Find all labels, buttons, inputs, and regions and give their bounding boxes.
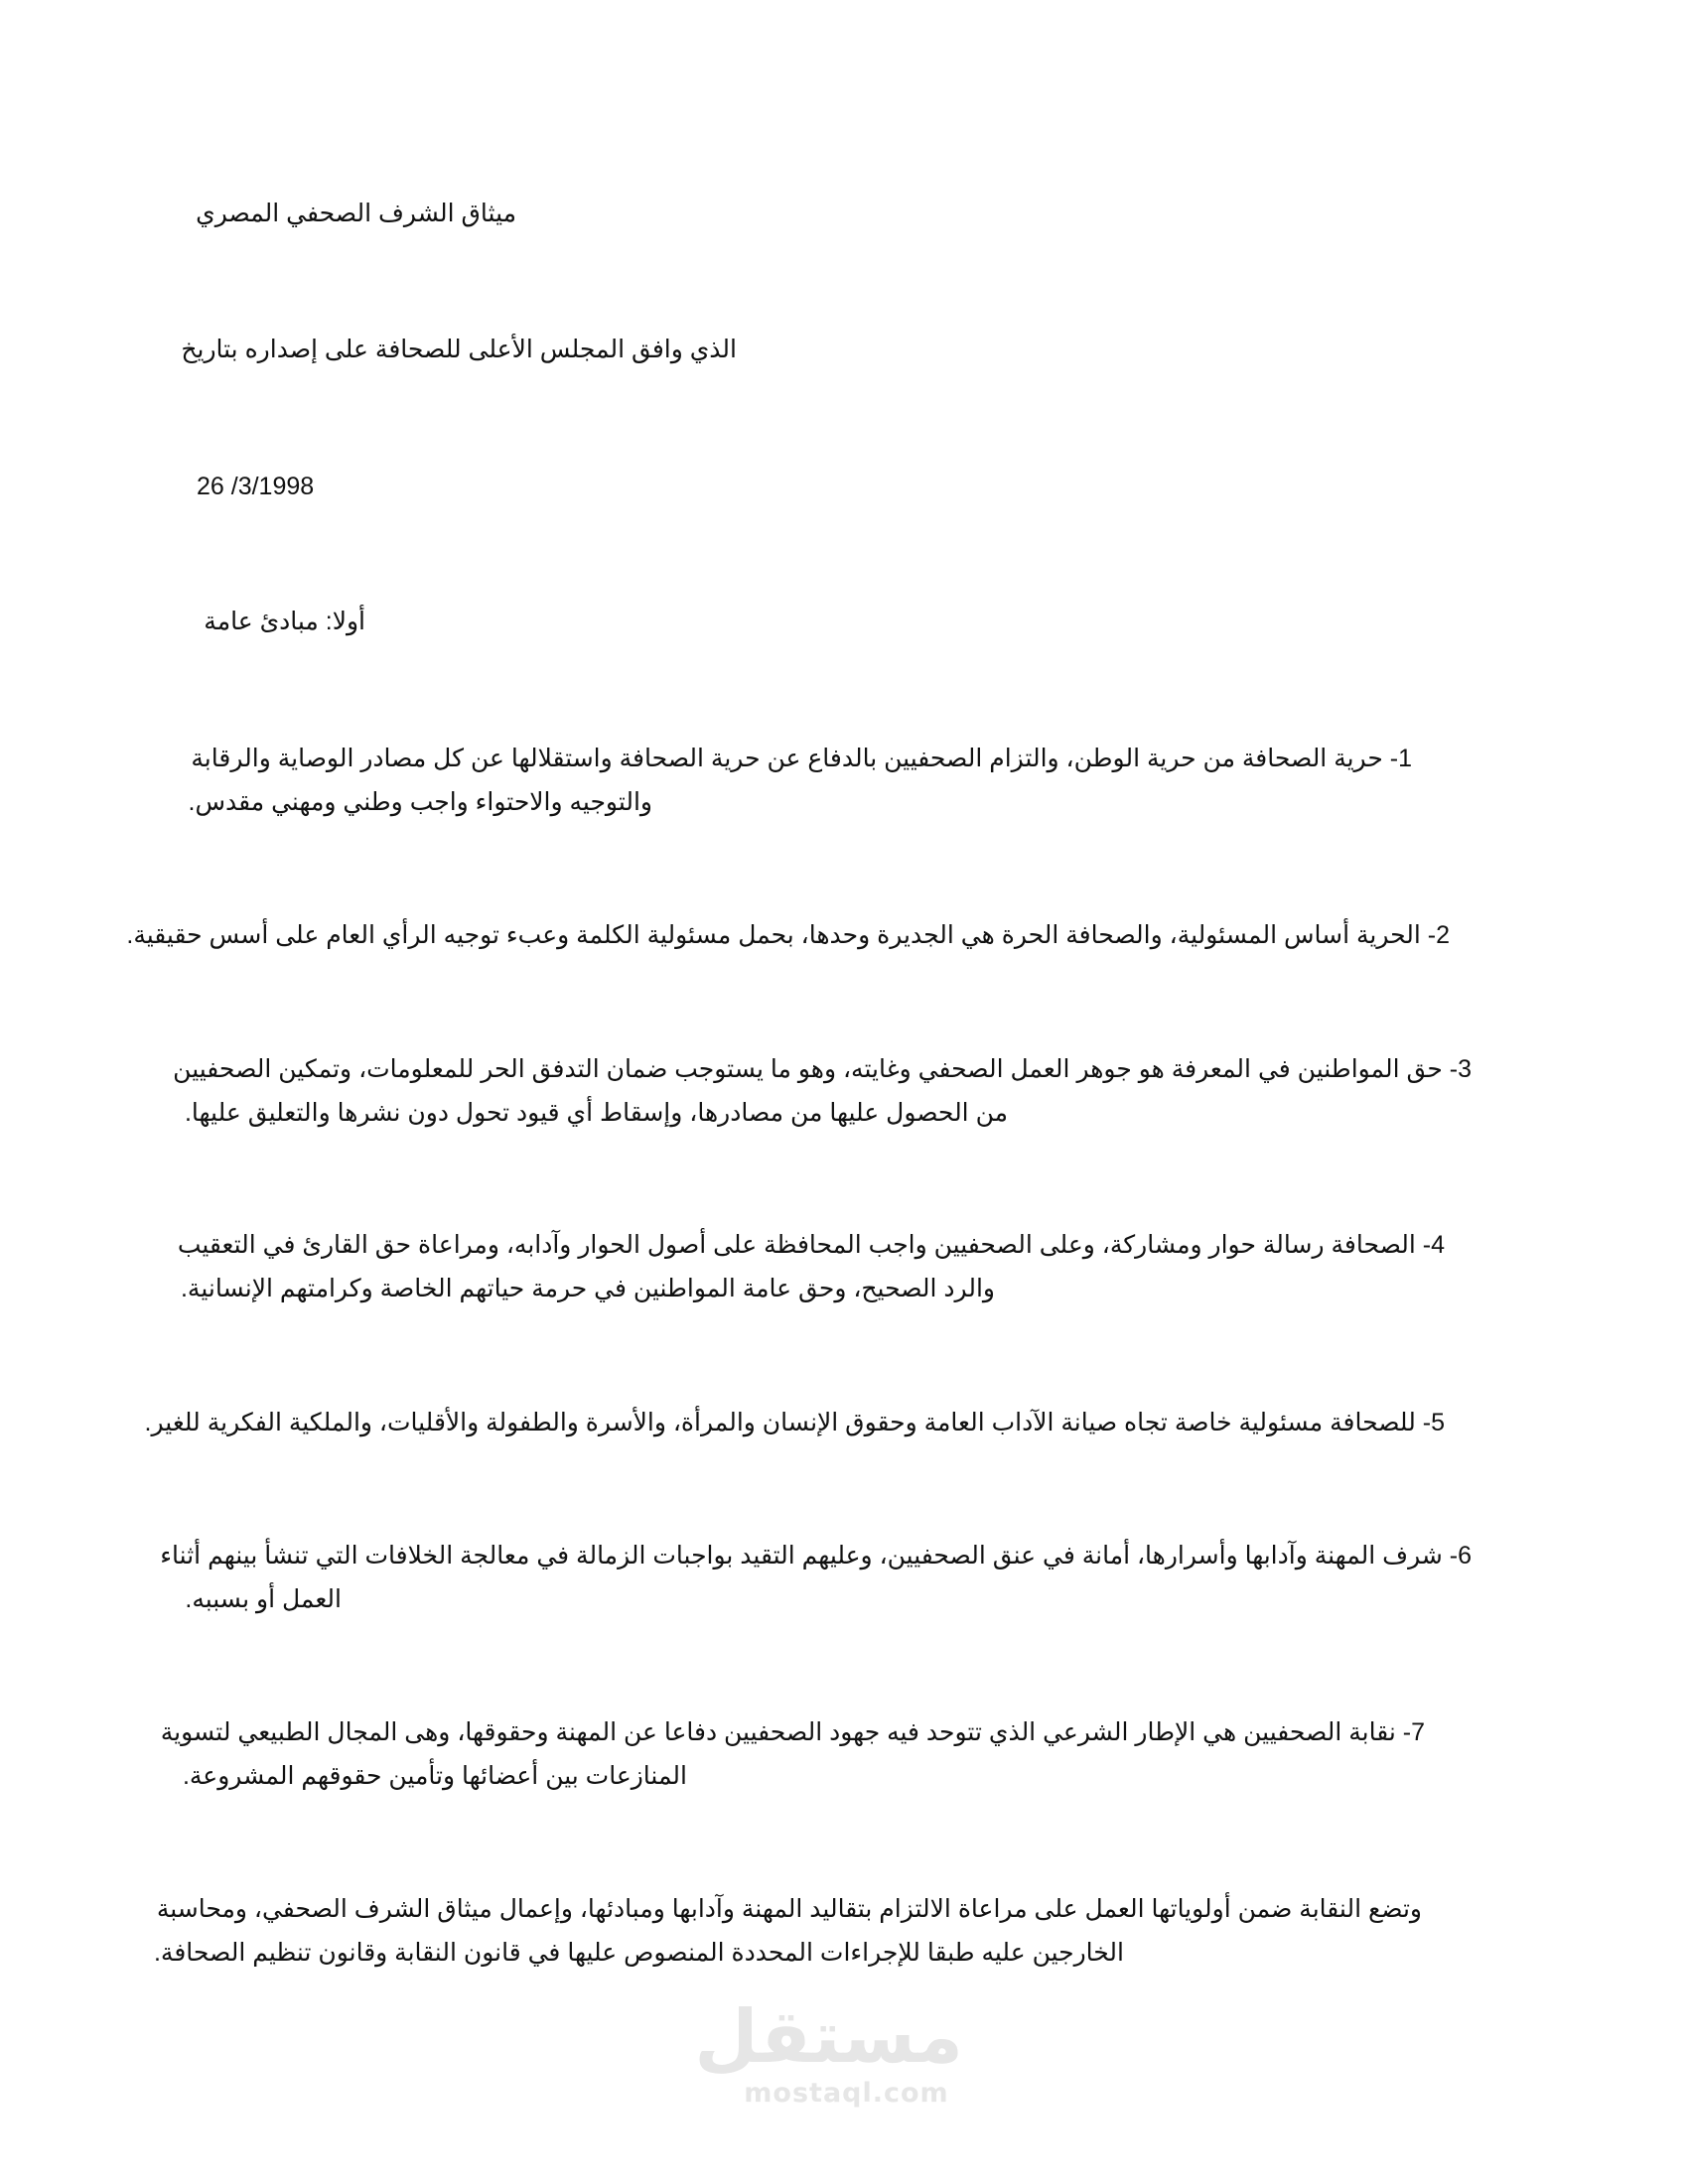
mostaql-watermark: [694, 1994, 963, 2115]
paragraph-line: والرد الصحيح، وحق عامة المواطنين في حرمة حياتهم الخاصة وكرامتهم الإنسانية.: [180, 1275, 995, 1302]
paragraph-line: 7- نقابة الصحفيين هي الإطار الشرعي الذي تتوحد فيه جهود الصحفيين دفاعا عن المهنة وحقوقها، وهى المجال الطبيعي لتسوية: [160, 1718, 1425, 1746]
paragraph-line: المنازعات بين أعضائها وتأمين حقوقهم المشروعة.: [182, 1762, 687, 1790]
paragraph-line: 6- شرف المهنة وآدابها وأسرارها، أمانة في عنق الصحفيين، وعليهم التقيد بواجبات الزمالة في معالجة الخلافات التي تنشأ بينهم أثناء: [160, 1542, 1472, 1570]
watermark-logo-text: مستقل: [694, 1994, 963, 2080]
paragraph-line: وتضع النقابة ضمن أولوياتها العمل على مراعاة الالتزام بتقاليد المهنة وآدابها ومبادئها، وإعمال ميثاق الشرف الصحفي، ومحاسبة: [156, 1895, 1422, 1923]
paragraph-line: الخارجين عليه طبقا للإجراءات المحددة المنصوص عليها في قانون النقابة وقانون تنظيم الصحافة.: [153, 1939, 1124, 1967]
paragraph-line: 4- الصحافة رسالة حوار ومشاركة، وعلى الصحفيين واجب المحافظة على أصول الحوار وآدابه، ومراعاة حق القارئ في التعقيب: [177, 1231, 1445, 1259]
paragraph-line: 3- حق المواطنين في المعرفة هو جوهر العمل الصحفي وغايته، وهو ما يستوجب ضمان التدفق الحر للمعلومات، وتمكين الصحفيين: [173, 1055, 1472, 1083]
paragraph-line: من الحصول عليها من مصادرها، وإسقاط أي قيود تحول دون نشرها والتعليق عليها.: [184, 1099, 1008, 1127]
paragraph-line: 5- للصحافة مسئولية خاصة تجاه صيانة الآداب العامة وحقوق الإنسان والمرأة، والأسرة والطفولة والأقليات، والملكية الفكرية للغير.: [144, 1409, 1445, 1436]
paragraph-line: العمل أو بسببه.: [185, 1585, 342, 1613]
document-subtitle: الذي وافق المجلس الأعلى للصحافة على إصداره بتاريخ: [181, 336, 737, 363]
paragraph-line: 1- حرية الصحافة من حرية الوطن، والتزام الصحفيين بالدفاع عن حرية الصحافة واستقلالها عن كل مصادر الوصاية والرقابة: [191, 745, 1412, 772]
paragraph-line: والتوجيه والاحتواء واجب وطني ومهني مقدس.: [188, 788, 652, 816]
watermark-url: mostaql.com: [744, 2078, 949, 2109]
section-heading: أولا: مبادئ عامة: [204, 608, 365, 635]
paragraph-line: 2- الحرية أساس المسئولية، والصحافة الحرة هي الجديرة وحدها، بحمل مسئولية الكلمة وعبء توجيه الرأي العام على أسس حقيقية.: [126, 921, 1450, 949]
document-date: 26 /3/1998: [197, 473, 315, 500]
document-title: ميثاق الشرف الصحفي المصري: [196, 200, 516, 227]
